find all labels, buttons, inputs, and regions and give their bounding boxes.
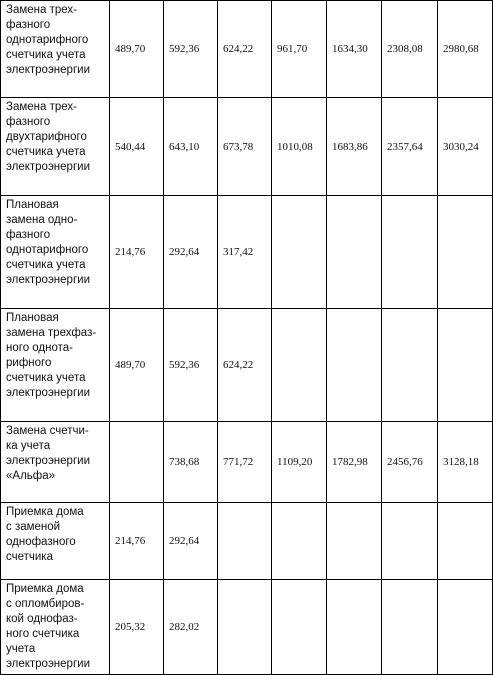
row-label-line: однотарифного [6,244,89,256]
price-cell: 3030,24 [438,98,493,196]
price-cell [382,503,438,580]
price-cell [327,196,382,309]
row-label-line: счетчика учета [6,146,86,158]
table-row [1,580,493,675]
row-label [1,309,110,422]
price-cell: 292,64 [164,503,218,580]
price-cell: 624,22 [218,309,272,422]
row-label-line: ного счетчика учета [6,628,80,655]
row-label-line: Замена трех- [6,4,77,16]
price-cell [382,309,438,422]
row-label-line: Плановая [6,312,59,324]
row-label-line: счетчика учета [6,259,86,271]
price-cell: 3128,18 [438,422,493,503]
price-cell: 282,02 [164,580,218,675]
price-cell [438,503,493,580]
price-cell: 292,64 [164,196,218,309]
price-cell [272,196,327,309]
row-label-line: электроэнергии [6,161,90,173]
table-row [1,309,493,422]
table-body [1,1,493,675]
row-label [1,422,110,503]
row-label [1,580,110,675]
price-cell [327,580,382,675]
price-cell [110,422,164,503]
price-cell: 673,78 [218,98,272,196]
row-label [1,503,110,580]
price-cell: 592,36 [164,1,218,98]
price-cell: 540,44 [110,98,164,196]
price-cell [382,580,438,675]
row-label-line: однофазного [6,536,76,548]
price-cell [438,196,493,309]
price-cell [272,580,327,675]
row-label-line: Замена счетчи- [6,425,89,437]
price-cell: 1683,86 [327,98,382,196]
table-row [1,503,493,580]
row-label-line: «Альфа» [6,470,56,482]
row-label-line: счетчика учета [6,372,86,384]
row-label-line: однотарифного [6,34,89,46]
price-cell: 624,22 [218,1,272,98]
row-label-line: электроэнергии [6,387,90,399]
price-cell: 205,32 [110,580,164,675]
price-cell: 214,76 [110,196,164,309]
row-label-line: рифного [6,357,52,369]
price-cell: 2357,64 [382,98,438,196]
price-cell: 643,10 [164,98,218,196]
price-cell: 489,70 [110,309,164,422]
row-label-line: электроэнергии [6,64,90,76]
row-label-line: двухтарифного [6,131,87,143]
price-cell [218,503,272,580]
price-cell [327,503,382,580]
table-row [1,1,493,98]
row-label [1,1,110,98]
price-cell [272,503,327,580]
row-label [1,98,110,196]
price-cell: 2456,76 [382,422,438,503]
price-cell [327,309,382,422]
row-label-line: Приемка дома [6,506,84,518]
row-label-line: кой однофаз- [6,613,78,625]
price-cell: 771,72 [218,422,272,503]
row-label-line: счетчика учета [6,49,86,61]
row-label-line: с заменой [6,521,61,533]
row-label-line: с опломбиров- [6,598,85,610]
row-label-line: электроэнергии [6,455,90,467]
row-label-line: фазного [6,116,51,128]
price-cell: 489,70 [110,1,164,98]
row-label-line: Приемка дома [6,583,84,595]
row-label-line: фазного [6,229,51,241]
price-cell: 2308,08 [382,1,438,98]
price-cell: 1634,30 [327,1,382,98]
row-label-line: электроэнергии [6,274,90,286]
price-cell: 2980,68 [438,1,493,98]
row-label-line: ного однота- [6,342,73,354]
price-cell: 1109,20 [272,422,327,503]
table-row [1,98,493,196]
price-cell: 738,68 [164,422,218,503]
row-label-line: замена трехфаз- [6,327,97,339]
row-label-line: электроэнергии [6,658,90,670]
price-cell: 1782,98 [327,422,382,503]
price-cell: 1010,08 [272,98,327,196]
table-row [1,422,493,503]
row-label-line: ка учета [6,440,51,452]
price-cell: 317,42 [218,196,272,309]
row-label [1,196,110,309]
price-cell [382,196,438,309]
row-label-line: фазного [6,19,51,31]
row-label-line: замена одно- [6,214,78,226]
table-row [1,196,493,309]
price-cell [438,309,493,422]
price-cell: 214,76 [110,503,164,580]
row-label-line: Плановая [6,199,59,211]
price-cell [218,580,272,675]
row-label-line: Замена трех- [6,101,77,113]
price-cell: 961,70 [272,1,327,98]
row-label-line: счетчика [6,551,53,563]
price-cell [438,580,493,675]
price-cell [272,309,327,422]
price-cell: 592,36 [164,309,218,422]
